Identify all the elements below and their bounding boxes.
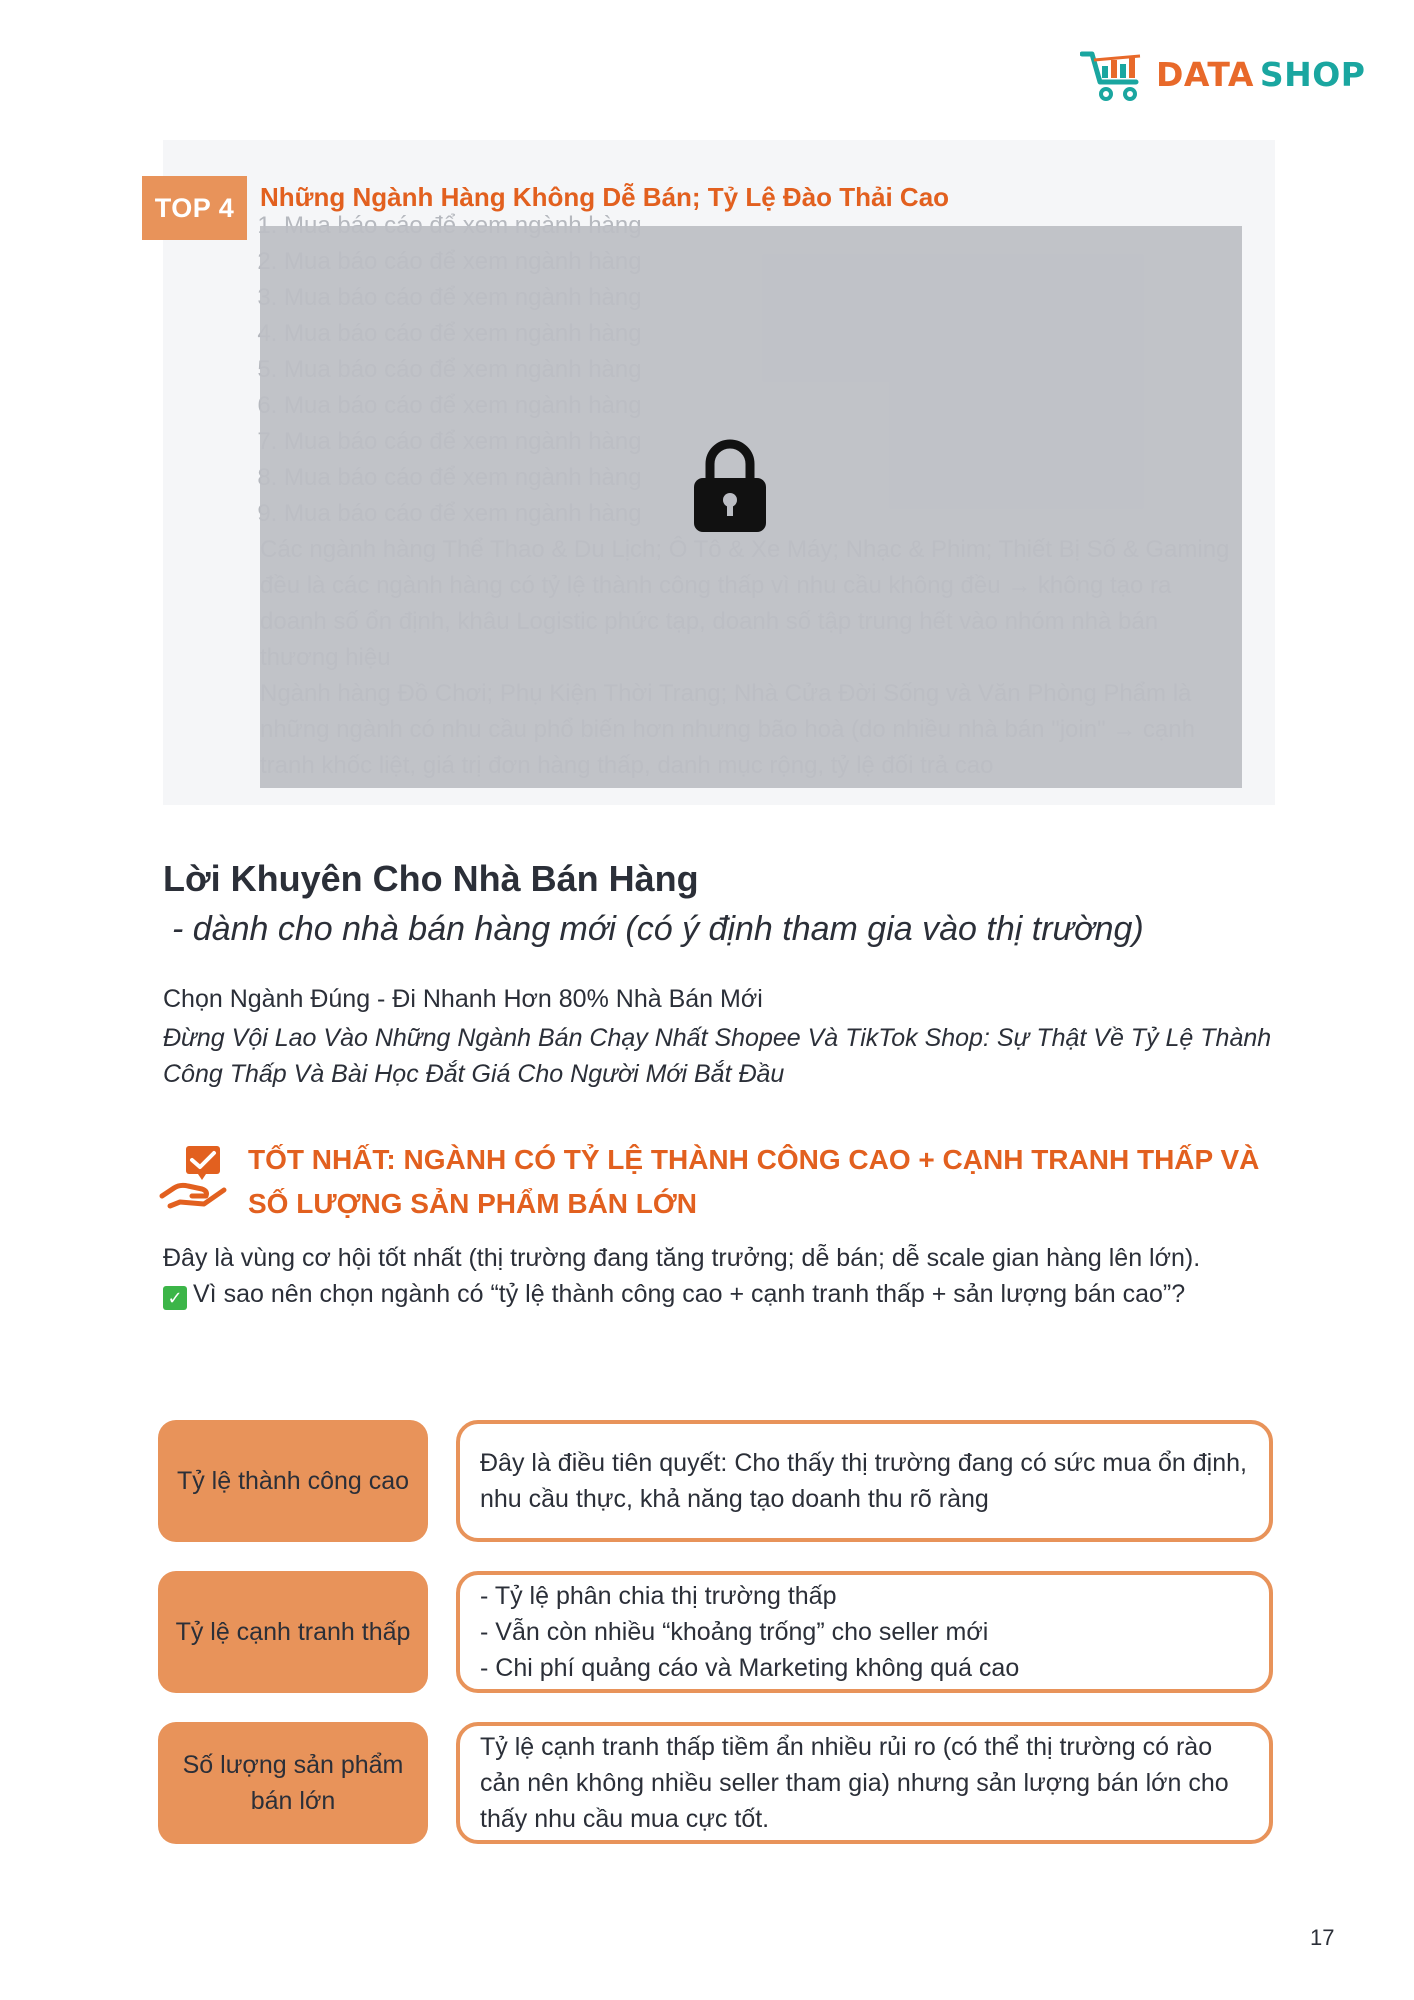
criteria-label: Tỷ lệ thành công cao [158, 1420, 428, 1542]
criteria-description-text: Đây là điều tiên quyết: Cho thấy thị trường đang có sức mua ổn định, nhu cầu thực, khả năng tạo doanh thu rõ ràng [480, 1449, 1247, 1513]
advice-title: Lời Khuyên Cho Nhà Bán Hàng [163, 858, 699, 899]
best-body-question [163, 1276, 1273, 1312]
logo-word-shop: SHOP [1259, 54, 1366, 94]
criteria-description-line: - Vẫn còn nhiều “khoảng trống” cho seller mới [480, 1618, 989, 1646]
best-body-paragraph: Đây là vùng cơ hội tốt nhất (thị trường đang tăng trưởng; dễ bán; dễ scale gian hàng lên lớn). [163, 1244, 1201, 1272]
criteria-description [456, 1571, 1273, 1693]
shopping-cart-chart-icon [1080, 44, 1150, 104]
criteria-description [456, 1420, 1273, 1542]
criteria-description [456, 1722, 1273, 1844]
best-question-text: Vì sao nên chọn ngành có “tỷ lệ thành công cao + cạnh tranh thấp + sản lượng bán cao”? [193, 1280, 1186, 1308]
advice-lead: Chọn Ngành Đúng - Đi Nhanh Hơn 80% Nhà Bán Mới [163, 985, 763, 1013]
advice-subtitle: - dành cho nhà bán hàng mới (có ý định tham gia vào thị trường) [172, 910, 1144, 948]
datashop-logo [1080, 44, 1365, 104]
best-heading: TỐT NHẤT: NGÀNH CÓ TỶ LỆ THÀNH CÔNG CAO + CẠNH TRANH THẤP VÀ SỐ LƯỢNG SẢN PHẨM BÁN LỚN [248, 1144, 1260, 1219]
criteria-description-text: Tỷ lệ cạnh tranh thấp tiềm ẩn nhiều rủi ro (có thể thị trường có rào cản nên không nhiều seller tham gia) nhưng sản lượng bán lớn cho thấy nhu cầu mua cực tốt. [480, 1733, 1229, 1833]
criteria-label: Tỷ lệ cạnh tranh thấp [158, 1571, 428, 1693]
criteria-description-line: - Tỷ lệ phân chia thị trường thấp [480, 1582, 837, 1610]
top4-badge: TOP 4 [142, 176, 247, 240]
advice-lead-italic: Đừng Vội Lao Vào Những Ngành Bán Chạy Nhất Shopee Và TikTok Shop: Sự Thật Về Tỷ Lệ Thành Công Thấp Và Bài Học Đắt Giá Cho Người Mới Bắt Đầu [163, 1024, 1272, 1088]
page-number: 17 [1310, 1925, 1335, 1950]
criteria-description-line: - Chi phí quảng cáo và Marketing không quá cao [480, 1654, 1020, 1682]
criteria-label: Số lượng sản phẩm bán lớn [158, 1722, 428, 1844]
lock-icon[interactable] [692, 438, 768, 534]
top4-title: Những Ngành Hàng Không Dễ Bán; Tỷ Lệ Đào Thải Cao [260, 182, 950, 212]
logo-word-data: DATA [1156, 54, 1254, 94]
best-body [163, 1240, 1273, 1312]
hand-check-icon [158, 1144, 228, 1212]
check-mark-icon: ✓ [163, 1286, 187, 1310]
